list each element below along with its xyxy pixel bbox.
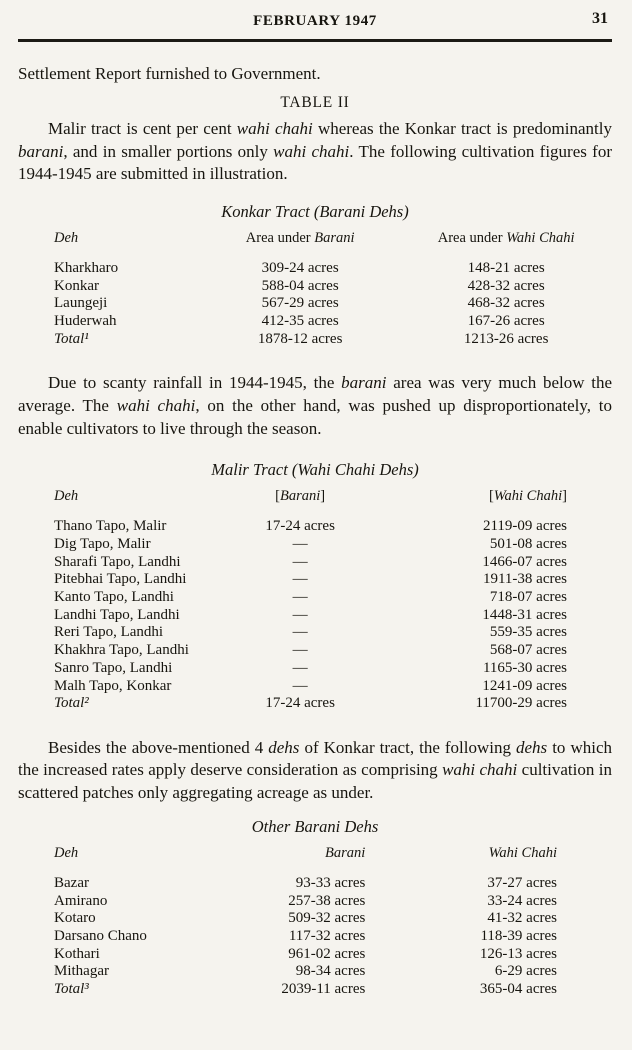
table-row bbox=[18, 963, 612, 981]
italic-term: Wahi Chahi bbox=[488, 844, 557, 861]
deh-name: Mithagar bbox=[54, 963, 109, 980]
table-row bbox=[18, 624, 612, 642]
acreage-value: 509-32 acres bbox=[288, 910, 366, 927]
acreage-value: 365-04 acres bbox=[479, 980, 557, 997]
text-run: , on the other hand, was pushed up disproportionately, to enable cultivators to live through the season. bbox=[18, 395, 612, 438]
deh-name: Landhi Tapo, Landhi bbox=[54, 606, 180, 623]
table-header-row bbox=[18, 488, 612, 505]
italic-term: Deh bbox=[54, 488, 79, 505]
acreage-value: 98-34 acres bbox=[295, 963, 366, 980]
italic-term: wahi chahi bbox=[116, 395, 196, 415]
text-run: to which the increased rates apply deserve consideration as comprising bbox=[18, 737, 612, 780]
text-run: Due to scanty rainfall in 1944-1945, the bbox=[48, 373, 342, 393]
acreage-value: 468-32 acres bbox=[467, 295, 545, 312]
table-row bbox=[18, 536, 612, 554]
deh-name: Bazar bbox=[54, 874, 89, 891]
deh-name: Dig Tapo, Malir bbox=[54, 536, 151, 552]
table-row bbox=[18, 589, 612, 607]
konkar-tract-table-section bbox=[18, 202, 612, 349]
acreage-value: 33-24 acres bbox=[487, 892, 557, 909]
deh-name: Konkar bbox=[54, 277, 99, 294]
page-header bbox=[18, 8, 612, 30]
deh-name: Reri Tapo, Landhi bbox=[54, 624, 164, 641]
other-barani-table bbox=[18, 845, 612, 999]
acreage-value: 2119-09 acres bbox=[482, 518, 567, 535]
acreage-value: — bbox=[292, 553, 308, 570]
text-run: Besides the above-mentioned 4 bbox=[48, 737, 269, 757]
deh-name: Total¹ bbox=[54, 330, 89, 347]
deh-name: Kothari bbox=[54, 945, 100, 962]
table-title: Other Barani Dehs bbox=[251, 816, 379, 836]
table-title: Malir Tract (Wahi Chahi Dehs) bbox=[211, 460, 419, 480]
acreage-value: 117-32 acres bbox=[288, 927, 366, 944]
other-barani-table-section bbox=[18, 817, 612, 999]
acreage-value: 118-39 acres bbox=[480, 927, 557, 944]
deh-name: Sanro Tapo, Landhi bbox=[54, 659, 173, 676]
acreage-value: 37-27 acres bbox=[487, 874, 557, 891]
text-run: Malir tract is cent per cent bbox=[48, 119, 237, 138]
table-row bbox=[18, 554, 612, 572]
acreage-value: 1448-31 acres bbox=[482, 606, 567, 623]
acreage-value: 568-07 acres bbox=[489, 642, 567, 659]
running-head: FEBRUARY 1947 bbox=[253, 13, 377, 29]
acreage-value: 1911-38 acres bbox=[482, 571, 567, 588]
deh-name: Amirano bbox=[54, 892, 108, 909]
table-row bbox=[18, 313, 612, 331]
deh-name: Laungeji bbox=[54, 295, 108, 312]
deh-name: Kharkharo bbox=[54, 259, 119, 276]
acreage-value: 718-07 acres bbox=[489, 589, 567, 606]
table-row bbox=[18, 660, 612, 678]
header-rule bbox=[18, 39, 612, 42]
text-run: ] bbox=[562, 488, 567, 505]
acreage-value: 167-26 acres bbox=[467, 313, 545, 329]
table-total-row bbox=[18, 331, 612, 349]
table-row bbox=[18, 910, 612, 928]
table-row bbox=[18, 607, 612, 625]
acreage-value: 148-21 acres bbox=[467, 259, 545, 276]
deh-name: Pitebhai Tapo, Landhi bbox=[54, 571, 187, 588]
acreage-value: 588-04 acres bbox=[261, 277, 339, 294]
acreage-value: 6-29 acres bbox=[494, 963, 557, 980]
acreage-value: 11700-29 acres bbox=[475, 695, 567, 712]
italic-term: wahi chahi bbox=[236, 119, 313, 138]
acreage-value: 93-33 acres bbox=[295, 874, 366, 891]
table-total-row bbox=[18, 981, 612, 999]
column-header bbox=[220, 845, 380, 862]
text-run: [ bbox=[488, 488, 494, 505]
table-row bbox=[18, 642, 612, 660]
italic-term: wahi chahi bbox=[273, 141, 350, 161]
italic-term: Barani bbox=[325, 844, 366, 861]
acreage-value: 1466-07 acres bbox=[482, 553, 567, 570]
italic-term: Deh bbox=[54, 844, 79, 861]
acreage-value: — bbox=[292, 536, 308, 552]
acreage-value: 961-02 acres bbox=[288, 945, 366, 962]
column-header bbox=[380, 845, 612, 862]
acreage-value: — bbox=[292, 642, 308, 659]
acreage-value: — bbox=[292, 606, 308, 623]
italic-term: dehs bbox=[268, 737, 300, 757]
acreage-value: 41-32 acres bbox=[487, 910, 557, 927]
acreage-value: 1241-09 acres bbox=[482, 677, 567, 694]
text-run: whereas the Konkar tract is predominantly bbox=[312, 119, 612, 138]
column-header bbox=[380, 488, 612, 505]
page-number: 31 bbox=[592, 10, 608, 27]
acreage-value: 126-13 acres bbox=[479, 945, 557, 962]
text-run: Area under bbox=[245, 229, 315, 246]
paragraph-1 bbox=[18, 118, 612, 186]
column-header bbox=[380, 230, 612, 247]
text-run: Area under bbox=[437, 229, 507, 246]
acreage-value: 1878-12 acres bbox=[257, 330, 343, 347]
table-row bbox=[18, 875, 612, 893]
paragraph-2 bbox=[18, 372, 612, 440]
column-header bbox=[18, 488, 220, 505]
deh-name: Total³ bbox=[54, 980, 89, 997]
acreage-value: 567-29 acres bbox=[261, 295, 339, 312]
italic-term: Wahi Chahi bbox=[493, 488, 563, 505]
table-row bbox=[18, 893, 612, 911]
acreage-value: 17-24 acres bbox=[265, 695, 335, 712]
table-row bbox=[18, 278, 612, 296]
text-run: area was very much below the average. The bbox=[18, 373, 612, 415]
table-ii-label: TABLE II bbox=[280, 94, 350, 111]
acreage-value: 1165-30 acres bbox=[482, 659, 567, 676]
table-row bbox=[18, 260, 612, 278]
italic-term: dehs bbox=[516, 737, 548, 757]
table-row bbox=[18, 928, 612, 946]
text-run: , and in smaller portions only bbox=[63, 141, 274, 161]
text-run: . The following cultivation figures for 1944-1945 are submitted in illustration. bbox=[18, 141, 612, 184]
italic-term: Deh bbox=[54, 229, 79, 246]
deh-name: Malh Tapo, Konkar bbox=[54, 677, 172, 694]
italic-term: Barani bbox=[280, 488, 321, 505]
acreage-value: — bbox=[292, 589, 308, 606]
italic-term: Wahi Chahi bbox=[506, 229, 575, 246]
acreage-value: 257-38 acres bbox=[288, 892, 366, 909]
text-run: of Konkar tract, the following bbox=[299, 737, 517, 757]
acreage-value: — bbox=[292, 624, 308, 641]
table-row bbox=[18, 946, 612, 964]
deh-name: Kotaro bbox=[54, 910, 96, 927]
column-header bbox=[18, 845, 220, 862]
acreage-value: 412-35 acres bbox=[261, 313, 339, 329]
column-header bbox=[18, 230, 220, 247]
deh-name: Thano Tapo, Malir bbox=[54, 518, 167, 535]
table-header-row bbox=[18, 845, 612, 862]
deh-name: Khakhra Tapo, Landhi bbox=[54, 642, 189, 659]
table-row bbox=[18, 518, 612, 536]
table-header-row bbox=[18, 230, 612, 247]
lead-line: Settlement Report furnished to Government. bbox=[18, 64, 321, 83]
acreage-value: 1213-26 acres bbox=[463, 330, 549, 347]
table-row bbox=[18, 678, 612, 696]
acreage-value: 501-08 acres bbox=[489, 536, 567, 552]
acreage-value: — bbox=[292, 677, 308, 694]
acreage-value: 428-32 acres bbox=[467, 277, 545, 294]
malir-tract-table bbox=[18, 488, 612, 713]
italic-term: Barani bbox=[314, 229, 355, 246]
deh-name: Huderwah bbox=[54, 313, 117, 329]
text-run: cultivation in scattered patches only aggregating acreage as under. bbox=[18, 760, 612, 803]
malir-tract-table-section bbox=[18, 460, 612, 713]
acreage-value: — bbox=[292, 571, 308, 588]
deh-name: Sharafi Tapo, Landhi bbox=[54, 553, 181, 570]
table-total-row bbox=[18, 695, 612, 713]
table-title: Konkar Tract (Barani Dehs) bbox=[221, 201, 409, 221]
text-run: ] bbox=[320, 488, 326, 505]
acreage-value: 2039-11 acres bbox=[281, 980, 366, 997]
konkar-tract-table bbox=[18, 230, 612, 349]
italic-term: barani bbox=[341, 373, 387, 393]
acreage-value: 309-24 acres bbox=[261, 259, 339, 276]
acreage-value: — bbox=[292, 659, 308, 676]
deh-name: Darsano Chano bbox=[54, 927, 147, 944]
italic-term: barani bbox=[18, 141, 64, 161]
column-header bbox=[220, 230, 380, 247]
deh-name: Kanto Tapo, Landhi bbox=[54, 589, 174, 606]
text-run: [ bbox=[275, 488, 280, 505]
paragraph-3 bbox=[18, 737, 612, 805]
table-row bbox=[18, 295, 612, 313]
italic-term: wahi chahi bbox=[442, 760, 518, 780]
deh-name: Total² bbox=[54, 695, 89, 712]
column-header bbox=[220, 488, 380, 505]
acreage-value: 17-24 acres bbox=[265, 518, 335, 535]
acreage-value: 559-35 acres bbox=[489, 624, 567, 641]
table-row bbox=[18, 571, 612, 589]
